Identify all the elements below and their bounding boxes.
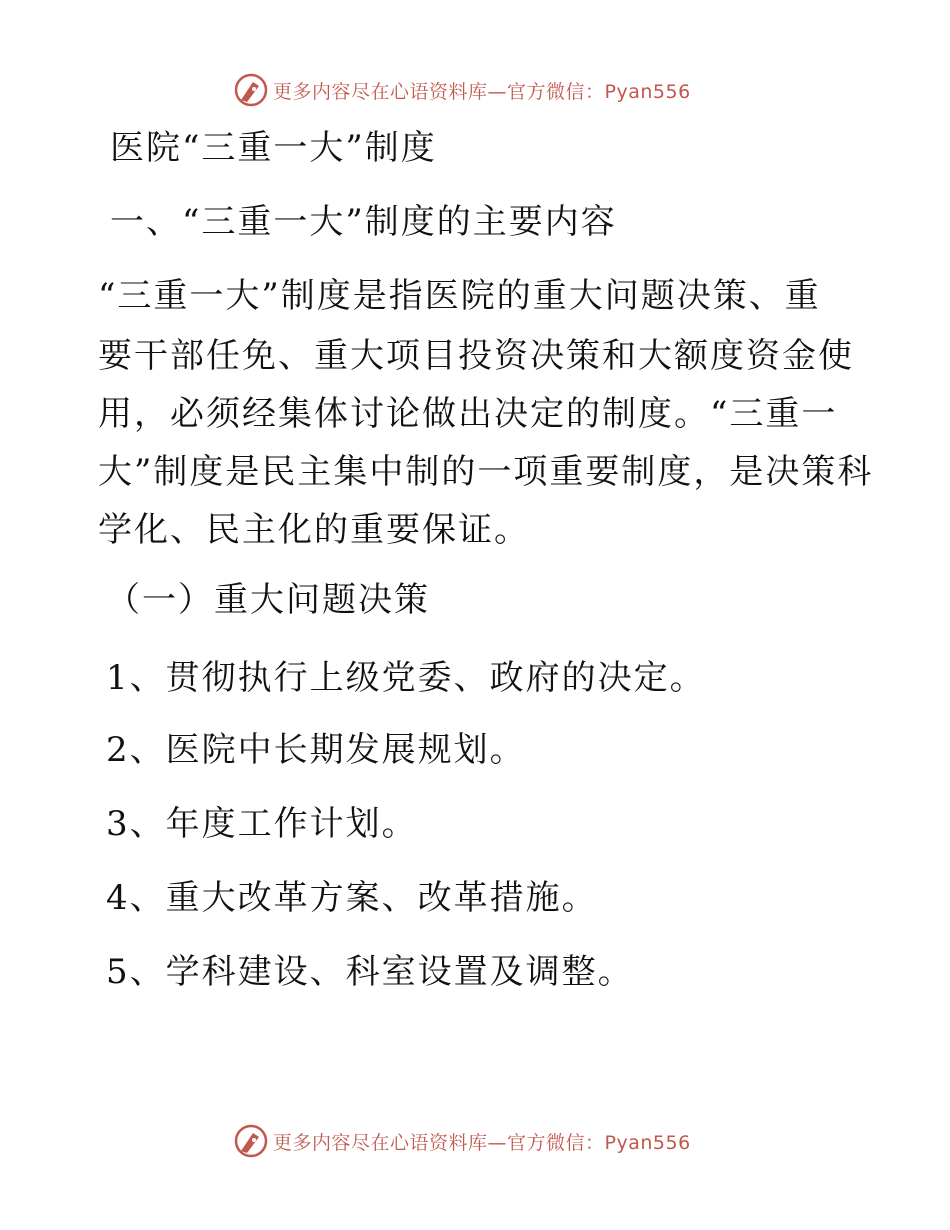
section-heading: 一、“三重一大”制度的主要内容 [110, 202, 617, 242]
paragraph-line: 大”制度是民主集中制的一项重要制度，是决策科 [98, 452, 874, 492]
pen-nib-logo-icon [233, 1123, 269, 1159]
subsection-heading: （一）重大问题决策 [106, 580, 430, 620]
document-title: 医院“三重一大”制度 [110, 128, 437, 168]
list-item: 1、贯彻执行上级党委、政府的决定。 [106, 658, 706, 698]
pen-nib-logo-icon [233, 72, 269, 108]
watermark-banner-top [233, 70, 691, 110]
paragraph-line: “三重一大”制度是指医院的重大问题决策、重 [98, 276, 821, 316]
watermark-text: 更多内容尽在心语资料库—官方微信：Pyan556 [273, 1131, 691, 1154]
list-item: 3、年度工作计划。 [106, 804, 418, 844]
list-item: 5、学科建设、科室设置及调整。 [106, 952, 634, 992]
list-item: 4、重大改革方案、改革措施。 [106, 878, 598, 918]
paragraph-line: 学化、民主化的重要保证。 [98, 510, 530, 550]
paragraph-line: 要干部任免、重大项目投资决策和大额度资金使 [98, 336, 854, 376]
list-item: 2、医院中长期发展规划。 [106, 730, 526, 770]
paragraph-line: 用，必须经集体讨论做出决定的制度。“三重一 [98, 394, 838, 434]
watermark-text: 更多内容尽在心语资料库—官方微信：Pyan556 [273, 80, 691, 103]
watermark-banner-bottom [233, 1121, 691, 1161]
